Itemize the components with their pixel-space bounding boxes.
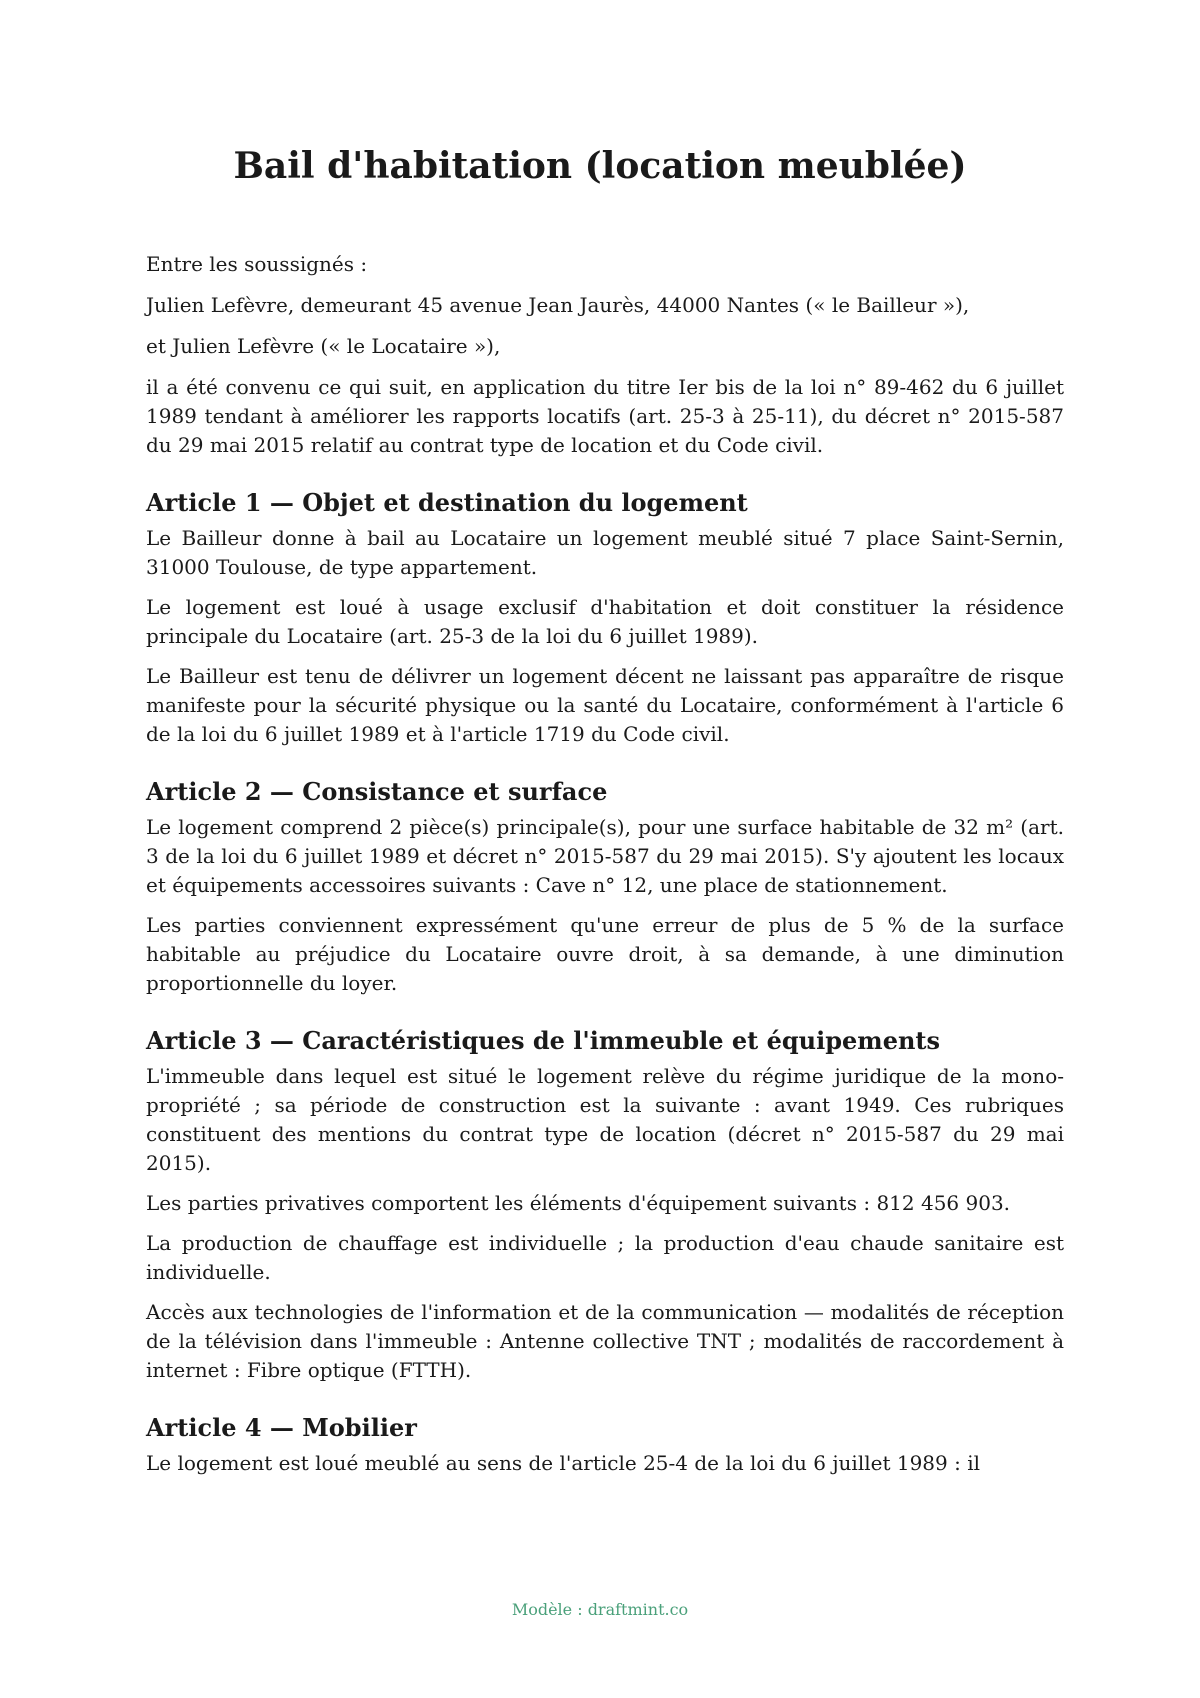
intro-paragraph: et Julien Lefèvre (« le Locataire »),: [146, 334, 501, 358]
footer-link[interactable]: Modèle : draftmint.co: [511, 1600, 689, 1619]
article-heading: Article 4 — Mobilier: [146, 1413, 417, 1442]
article-heading: Article 2 — Consistance et surface: [146, 777, 608, 806]
article-2: [146, 775, 1064, 998]
intro-paragraph: Entre les soussignés :: [146, 252, 368, 276]
article-paragraph: Le logement est loué à usage exclusif d'habitation et doit constituer la résidence principale du Locataire (art. 25-3 de la loi du 6 juillet 1989).: [146, 595, 1064, 648]
intro-paragraph: Julien Lefèvre, demeurant 45 avenue Jean Jaurès, 44000 Nantes (« le Bailleur »),: [146, 293, 970, 317]
document-title: Bail d'habitation (location meublée): [233, 145, 967, 187]
article-paragraph: La production de chauffage est individuelle ; la production d'eau chaude sanitaire est individuelle.: [146, 1231, 1064, 1284]
article-paragraph: Accès aux technologies de l'information et de la communication — modalités de réception de la télévision dans l'immeuble : Antenne collective TNT ; modalités de raccordement à internet : Fibre optique (FTTH).: [146, 1300, 1064, 1382]
article-heading: Article 3 — Caractéristiques de l'immeuble et équipements: [146, 1026, 941, 1055]
article-1: [146, 486, 1064, 749]
intro-paragraph: il a été convenu ce qui suit, en application du titre Ier bis de la loi n° 89-462 du 6 juillet 1989 tendant à améliorer les rapports locatifs (art. 25-3 à 25-11), du décret n° 2015-587 du 29 mai 2015 relatif au contrat type de location et du Code civil.: [146, 375, 1064, 457]
document-body: [146, 250, 1064, 1489]
article-paragraph: Le Bailleur donne à bail au Locataire un logement meublé situé 7 place Saint-Sernin, 31000 Toulouse, de type appartement.: [146, 526, 1064, 579]
article-heading: Article 1 — Objet et destination du logement: [146, 488, 748, 517]
article-paragraph: Le Bailleur est tenu de délivrer un logement décent ne laissant pas apparaître de risque manifeste pour la sécurité physique ou la santé du Locataire, conformément à l'article 6 de la loi du 6 juillet 1989 et à l'article 1719 du Code civil.: [146, 664, 1064, 746]
article-paragraph: Le logement comprend 2 pièce(s) principale(s), pour une surface habitable de 32 m² (art. 3 de la loi du 6 juillet 1989 et décret n° 2015-587 du 29 mai 2015). S'y ajoutent les locaux et équipements accessoires suivants : Cave n° 12, une place de stationnement.: [146, 815, 1064, 897]
article-paragraph: Les parties privatives comportent les éléments d'équipement suivants : 812 456 903.: [146, 1191, 1011, 1215]
article-3: [146, 1024, 1064, 1385]
article-4: [146, 1411, 1064, 1478]
article-paragraph: Le logement est loué meublé au sens de l'article 25-4 de la loi du 6 juillet 1989 : il: [146, 1451, 980, 1475]
article-paragraph: Les parties conviennent expressément qu'une erreur de plus de 5 % de la surface habitable au préjudice du Locataire ouvre droit, à sa demande, à une diminution proportionnelle du loyer.: [146, 913, 1064, 995]
article-paragraph: L'immeuble dans lequel est situé le logement relève du régime juridique de la mono-propriété ; sa période de construction est la suivante : avant 1949. Ces rubriques constituent des mentions du contrat type de location (décret n° 2015-587 du 29 mai 2015).: [146, 1064, 1064, 1175]
